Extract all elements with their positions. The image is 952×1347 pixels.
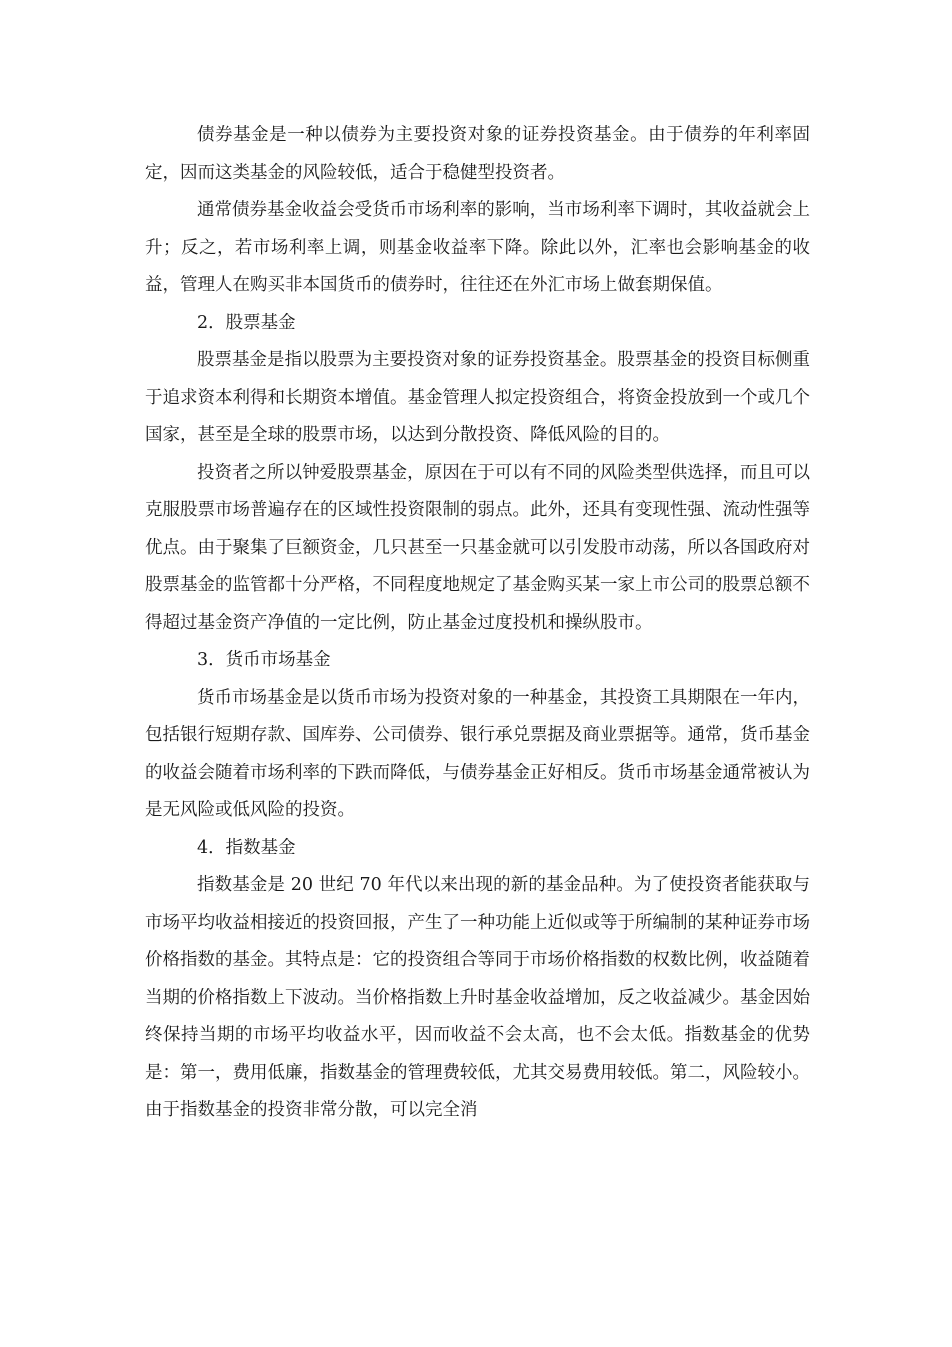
paragraph-stock-fund-appeal: 投资者之所以钟爱股票基金，原因在于可以有不同的风险类型供选择，而且可以克服股票市场普遍存在的区域性投资限制的弱点。此外，还具有变现性强、流动性强等优点。由于聚集了巨额资金，几只甚至一只基金就可以引发股市动荡，所以各国政府对股票基金的监管都十分严格，不同程度地规定了基金购买某一家上市公司的股票总额不得超过基金资产净值的一定比例，防止基金过度投机和操纵股市。 [145,462,810,633]
heading-index-fund: 4．指数基金 [197,837,296,858]
document-page [145,117,810,1130]
paragraph-index-fund: 指数基金是 20 世纪 70 年代以来出现的新的基金品种。为了使投资者能获取与市场平均收益相接近的投资回报，产生了一种功能上近似或等于所编制的某种证券市场价格指数的基金。其特点是：它的投资组合等同于市场价格指数的权数比例，收益随着当期的价格指数上下波动。当价格指数上升时基金收益增加，反之收益减少。基金因始终保持当期的市场平均收益水平，因而收益不会太高，也不会太低。指数基金的优势是：第一，费用低廉，指数基金的管理费较低，尤其交易费用较低。第二，风险较小。由于指数基金的投资非常分散，可以完全消 [145,875,810,1120]
heading-stock-fund: 2．股票基金 [197,312,296,333]
paragraph-bond-fund-intro: 债券基金是一种以债券为主要投资对象的证券投资基金。由于债券的年利率固定，因而这类基金的风险较低，适合于稳健型投资者。 [145,125,810,183]
paragraph-bond-fund-returns: 通常债券基金收益会受货币市场利率的影响，当市场利率下调时，其收益就会上升；反之，若市场利率上调，则基金收益率下降。除此以外，汇率也会影响基金的收益，管理人在购买非本国货币的债券时，往往还在外汇市场上做套期保值。 [145,200,810,295]
paragraph-stock-fund-intro: 股票基金是指以股票为主要投资对象的证券投资基金。股票基金的投资目标侧重于追求资本利得和长期资本增值。基金管理人拟定投资组合，将资金投放到一个或几个国家，甚至是全球的股票市场，以达到分散投资、降低风险的目的。 [145,350,810,445]
heading-money-market-fund: 3．货币市场基金 [197,650,331,670]
paragraph-money-market-fund: 货币市场基金是以货币市场为投资对象的一种基金，其投资工具期限在一年内，包括银行短期存款、国库券、公司债券、银行承兑票据及商业票据等。通常，货币基金的收益会随着市场利率的下跌而降低，与债券基金正好相反。货币市场基金通常被认为是无风险或低风险的投资。 [145,687,810,820]
